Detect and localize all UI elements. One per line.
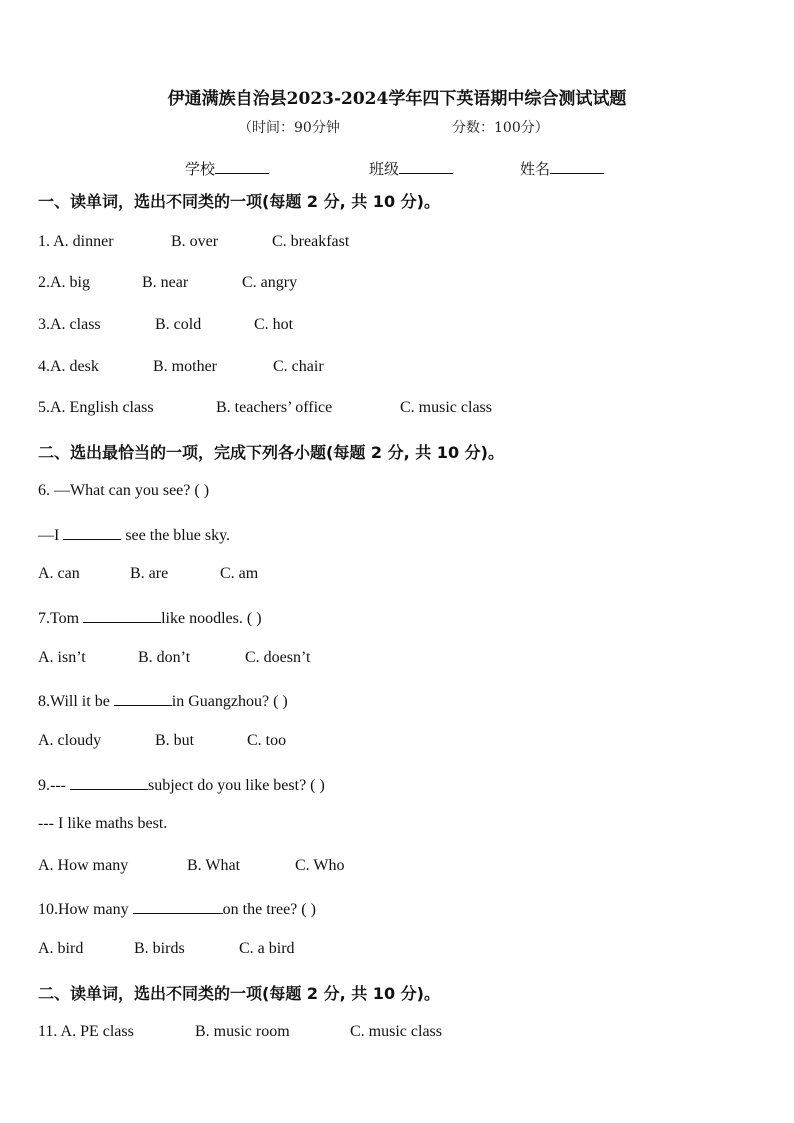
q9-post: subject do you like best? ( ) <box>147 777 325 794</box>
q10-option-a: A. bird <box>38 940 84 957</box>
class-field <box>369 158 453 179</box>
question-6-stem: 6. —What can you see? ( ) <box>38 482 210 499</box>
q1-option-b: B. over <box>171 233 219 250</box>
q8-option-a: A. cloudy <box>38 732 102 749</box>
q10-blank[interactable] <box>133 898 223 914</box>
name-blank[interactable] <box>550 159 604 174</box>
question-7-stem <box>38 607 262 628</box>
q7-option-a: A. isn’t <box>38 649 86 666</box>
school-label: 学校 <box>185 160 216 178</box>
q8-blank[interactable] <box>114 690 172 706</box>
q10-post: on the tree? ( ) <box>222 901 316 918</box>
q9-pre: 9.--- <box>38 777 70 794</box>
q7-option-c: C. doesn’t <box>245 649 311 666</box>
q8-option-c: C. too <box>247 732 287 749</box>
q8-post: in Guangzhou? ( ) <box>171 693 288 710</box>
q9-option-b: B. What <box>187 857 241 874</box>
q3-option-a: 3.A. class <box>38 316 101 333</box>
q2-option-c: C. angry <box>242 274 298 291</box>
q6-option-b: B. are <box>130 565 169 582</box>
section-2-heading: 二、选出最恰当的一项，完成下列各小题(每题 2 分, 共 10 分)。 <box>38 443 504 462</box>
q6-answer-pre: —I <box>38 527 64 544</box>
q11-option-c: C. music class <box>350 1023 442 1040</box>
q10-option-b: B. birds <box>134 940 185 957</box>
question-9-answer: --- I like maths best. <box>38 815 168 832</box>
q2-option-a: 2.A. big <box>38 274 90 291</box>
q2-option-b: B. near <box>142 274 189 291</box>
q3-option-c: C. hot <box>254 316 294 333</box>
exam-time: （时间：90分钟 <box>238 120 340 136</box>
q5-option-c: C. music class <box>400 399 492 416</box>
class-blank[interactable] <box>399 159 453 174</box>
q4-option-b: B. mother <box>153 358 217 375</box>
name-label: 姓名 <box>520 160 551 178</box>
school-blank[interactable] <box>215 159 269 174</box>
q9-option-a: A. How many <box>38 857 129 874</box>
exam-score: 分数：100分） <box>452 120 549 136</box>
q11-option-b: B. music room <box>195 1023 290 1040</box>
q10-pre: 10.How many <box>38 901 133 918</box>
q5-option-b: B. teachers’ office <box>216 399 333 416</box>
school-field <box>185 158 269 179</box>
q4-option-a: 4.A. desk <box>38 358 99 375</box>
q6-option-a: A. can <box>38 565 80 582</box>
q1-option-a: 1. A. dinner <box>38 233 114 250</box>
class-label: 班级 <box>369 160 400 178</box>
q3-option-b: B. cold <box>155 316 202 333</box>
name-field <box>520 158 604 179</box>
q4-option-c: C. chair <box>273 358 324 375</box>
q9-blank[interactable] <box>70 774 148 790</box>
section-3-heading: 二、读单词，选出不同类的一项(每题 2 分, 共 10 分)。 <box>38 984 440 1003</box>
q6-blank[interactable] <box>63 524 121 540</box>
question-9-stem <box>38 774 325 795</box>
q10-option-c: C. a bird <box>239 940 295 957</box>
q8-option-b: B. but <box>155 732 195 749</box>
q5-option-a: 5.A. English class <box>38 399 154 416</box>
question-8-stem <box>38 690 288 711</box>
q7-option-b: B. don’t <box>138 649 191 666</box>
question-6-answer <box>38 524 230 545</box>
q7-post: like noodles. ( ) <box>161 610 262 627</box>
q6-answer-post: see the blue sky. <box>121 527 231 544</box>
q1-option-c: C. breakfast <box>272 233 350 250</box>
q11-option-a: 11. A. PE class <box>38 1023 134 1040</box>
section-1-heading: 一、读单词，选出不同类的一项(每题 2 分, 共 10 分)。 <box>38 192 440 211</box>
q9-option-c: C. Who <box>295 857 345 874</box>
q6-option-c: C. am <box>220 565 259 582</box>
q7-blank[interactable] <box>83 607 161 623</box>
q7-pre: 7.Tom <box>38 610 84 627</box>
page-title: 伊通满族自治县2023-2024学年四下英语期中综合测试试题 <box>167 89 627 109</box>
question-10-stem <box>38 898 316 919</box>
q8-pre: 8.Will it be <box>38 693 114 710</box>
